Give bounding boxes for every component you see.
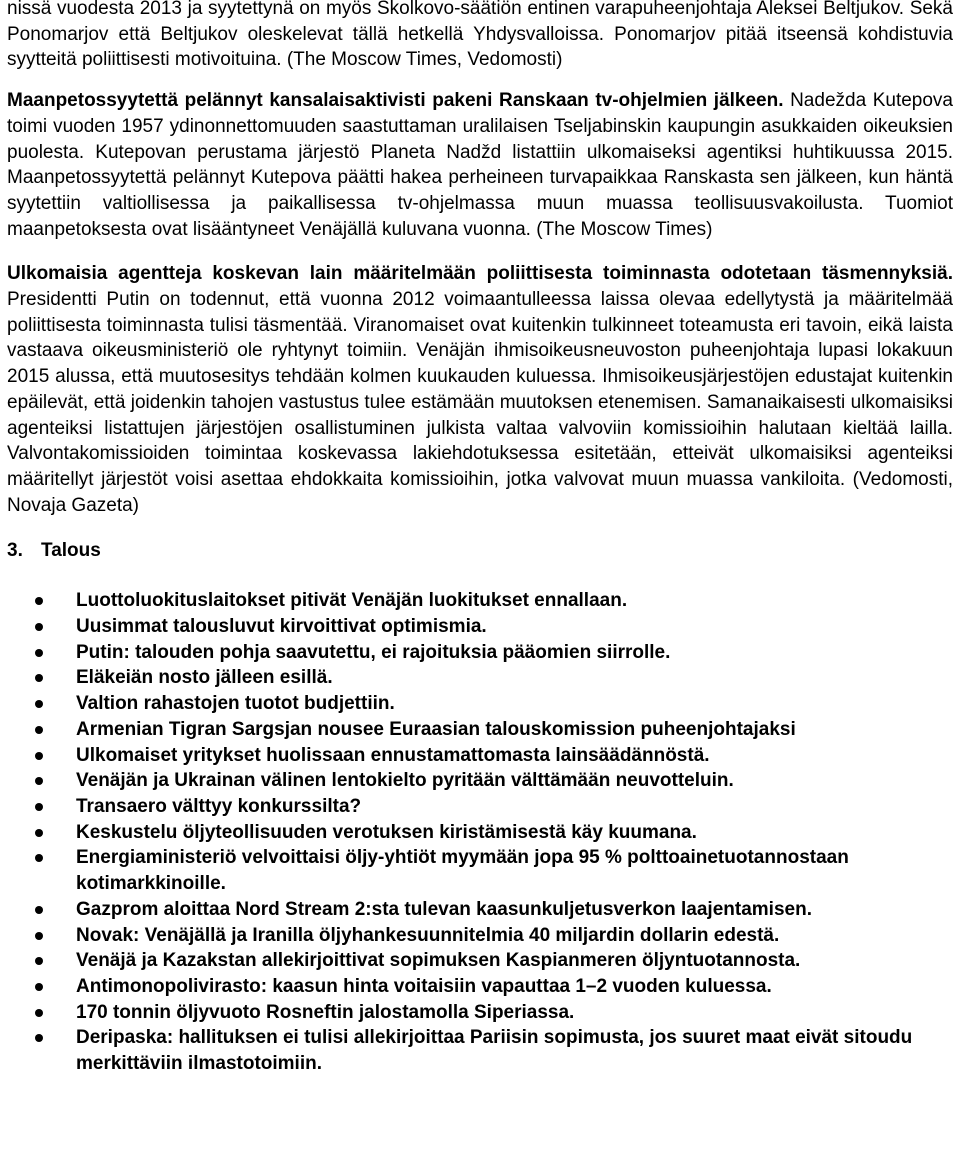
headline-item	[7, 614, 953, 640]
headline-text: Luottoluokituslaitokset pitivät Venäjän luokitukset ennallaan.	[76, 590, 628, 612]
bullet-icon	[35, 932, 43, 940]
section-title: Talous	[41, 540, 101, 562]
bullet-icon	[35, 777, 43, 785]
headline-text: Valtion rahastojen tuotot budjettiin.	[76, 693, 395, 715]
headline-text: Putin: talouden pohja saavutettu, ei rajoituksia pääomien siirrolle.	[76, 641, 671, 663]
bullet-icon	[35, 752, 43, 760]
headline-text: Venäjä ja Kazakstan allekirjoittivat sopimuksen Kaspianmeren öljyntuotannosta.	[76, 950, 801, 972]
headline-item	[7, 743, 953, 769]
headline-item	[7, 820, 953, 846]
bullet-icon	[35, 1009, 43, 1017]
bullet-icon	[35, 854, 43, 862]
bullet-icon	[35, 700, 43, 708]
headline-item	[7, 640, 953, 666]
paragraph-text: Presidentti Putin on todennut, että vuonna 2012 voimaantulleessa laissa olevaa edellytystä ja määritelmää poliittisesta toiminnasta tulisi täsmentää. Viranomaiset ovat kuitenkin tulkinneet toteamusta eri tavoin, eikä laista vastaava oikeusministeriö ole ryhtynyt toimiin. Venäjän ihmisoikeusneuvoston puheenjohtaja lupasi lokakuun 2015 alussa, että muutosesitys tehdään kolmen kuukauden kuluessa. Ihmisoikeusjärjestöjen edustajat kuitenkin epäilevät, että joidenkin tahojen vastustus tulee estämään muutoksen etenemisen. Samanaikaisesti ulkomaisiksi agenteiksi listattujen järjestöjen osallistuminen julkista valtaa valvoviin komissioihin halutaan kieltää lailla. Valvontakomissioiden toimintaa koskevassa lakiehdotuksessa esitetään, etteivät ulkomaisiksi agenteiksi määritellyt järjestöt voisi asettaa ehdokkaita komissioihin, jotka valvovat muun muassa vankiloita. (Vedomosti, Novaja Gazeta)	[7, 289, 953, 516]
headline-text: 170 tonnin öljyvuoto Rosneftin jalostamolla Siperiassa.	[76, 1001, 575, 1023]
headline-text: Venäjän ja Ukrainan välinen lentokielto pyritään välttämään neuvotteluin.	[76, 770, 734, 792]
headline-item	[7, 1000, 953, 1026]
headline-item	[7, 665, 953, 691]
paragraph-text: Nadežda Kutepova toimi vuoden 1957 ydinonnettomuuden saastuttaman uralilaisen Tseljabinskin kaupungin asukkaiden oikeuksien puolesta. Kutepovan perustama järjestö Planeta Nadžd listattiin ulkomaiseksi agentiksi huhtikuussa 2015. Maanpetossyytettä pelännyt Kutepova päätti hakea perheineen turvapaikkaa Ranskasta sen jälkeen, kun häntä syytettiin valtiollisessa ja paikallisessa tv-ohjelmassa muun muassa teollisuusvakoilusta. Tuomiot maanpetoksesta ovat lisääntyneet Venäjällä kuluvana vuonna. (The Moscow Times)	[7, 90, 954, 240]
headline-text: Energiaministeriö velvoittaisi öljy-yhtiöt myymään jopa 95 % polttoainetuotannostaan kotimarkkinoille.	[76, 847, 849, 895]
headline-item	[7, 897, 953, 923]
bullet-icon	[35, 649, 43, 657]
headline-text: Novak: Venäjällä ja Iranilla öljyhankesuunnitelmia 40 miljardin dollarin edestä.	[76, 924, 780, 946]
headline-item	[7, 794, 953, 820]
headline-text: Armenian Tigran Sargsjan nousee Euraasian talouskomission puheenjohtajaksi	[76, 718, 796, 740]
document-page	[7, 0, 953, 1077]
paragraph-kutepova	[7, 88, 953, 242]
bullet-icon	[35, 906, 43, 914]
bullet-icon	[35, 803, 43, 811]
headline-text: Uusimmat talousluvut kirvoittivat optimismia.	[76, 616, 487, 638]
bullet-icon	[35, 597, 43, 605]
headline-item	[7, 923, 953, 949]
headline-text: Antimonopolivirasto: kaasun hinta voitaisiin vapauttaa 1–2 vuoden kuluessa.	[76, 975, 772, 997]
bullet-icon	[35, 1034, 43, 1042]
headline-item	[7, 974, 953, 1000]
headline-text: Keskustelu öljyteollisuuden verotuksen kiristämisestä käy kuumana.	[76, 821, 697, 843]
headline-text: Ulkomaiset yritykset huolissaan ennustamattomasta lainsäädännöstä.	[76, 744, 710, 766]
section-heading	[7, 538, 953, 564]
headline-item	[7, 845, 953, 896]
headline-text: Deripaska: hallituksen ei tulisi allekirjoittaa Pariisin sopimusta, jos suuret maat eivät sitoudu merkittäviin ilmastotoimiin.	[76, 1027, 913, 1075]
headline-list	[7, 588, 953, 1076]
headline-item	[7, 948, 953, 974]
bullet-icon	[35, 957, 43, 965]
bullet-icon	[35, 726, 43, 734]
headline-item	[7, 691, 953, 717]
paragraph-ponomarjov-continued	[7, 0, 953, 73]
headline-item	[7, 1025, 953, 1076]
bullet-icon	[35, 674, 43, 682]
section-number: 3.	[7, 540, 23, 562]
headline-item	[7, 768, 953, 794]
paragraph-foreign-agents	[7, 261, 953, 518]
headline-item	[7, 717, 953, 743]
paragraph-text: nissä vuodesta 2013 ja syytettynä on myös Skolkovo-säätiön entinen varapuheenjohtaja Aleksei Beltjukov. Sekä Ponomarjov että Beltjukov oleskelevat tällä hetkellä Yhdysvalloissa. Ponomarjov pitää itseensä kohdistuvia syytteitä poliittisesti motivoituina. (The Moscow Times, Vedomosti)	[7, 0, 953, 71]
headline-text: Transaero välttyy konkurssilta?	[76, 795, 362, 817]
headline-item	[7, 588, 953, 614]
paragraph-heading: Ulkomaisia agentteja koskevan lain määritelmään poliittisesta toiminnasta odotetaan täsmennyksiä.	[7, 263, 953, 285]
paragraph-heading: Maanpetossyytettä pelännyt kansalaisaktivisti pakeni Ranskaan tv-ohjelmien jälkeen.	[7, 90, 784, 112]
bullet-icon	[35, 829, 43, 837]
bullet-icon	[35, 623, 43, 631]
bullet-icon	[35, 983, 43, 991]
headline-text: Gazprom aloittaa Nord Stream 2:sta tulevan kaasunkuljetusverkon laajentamisen.	[76, 898, 812, 920]
headline-text: Eläkeiän nosto jälleen esillä.	[76, 667, 333, 689]
